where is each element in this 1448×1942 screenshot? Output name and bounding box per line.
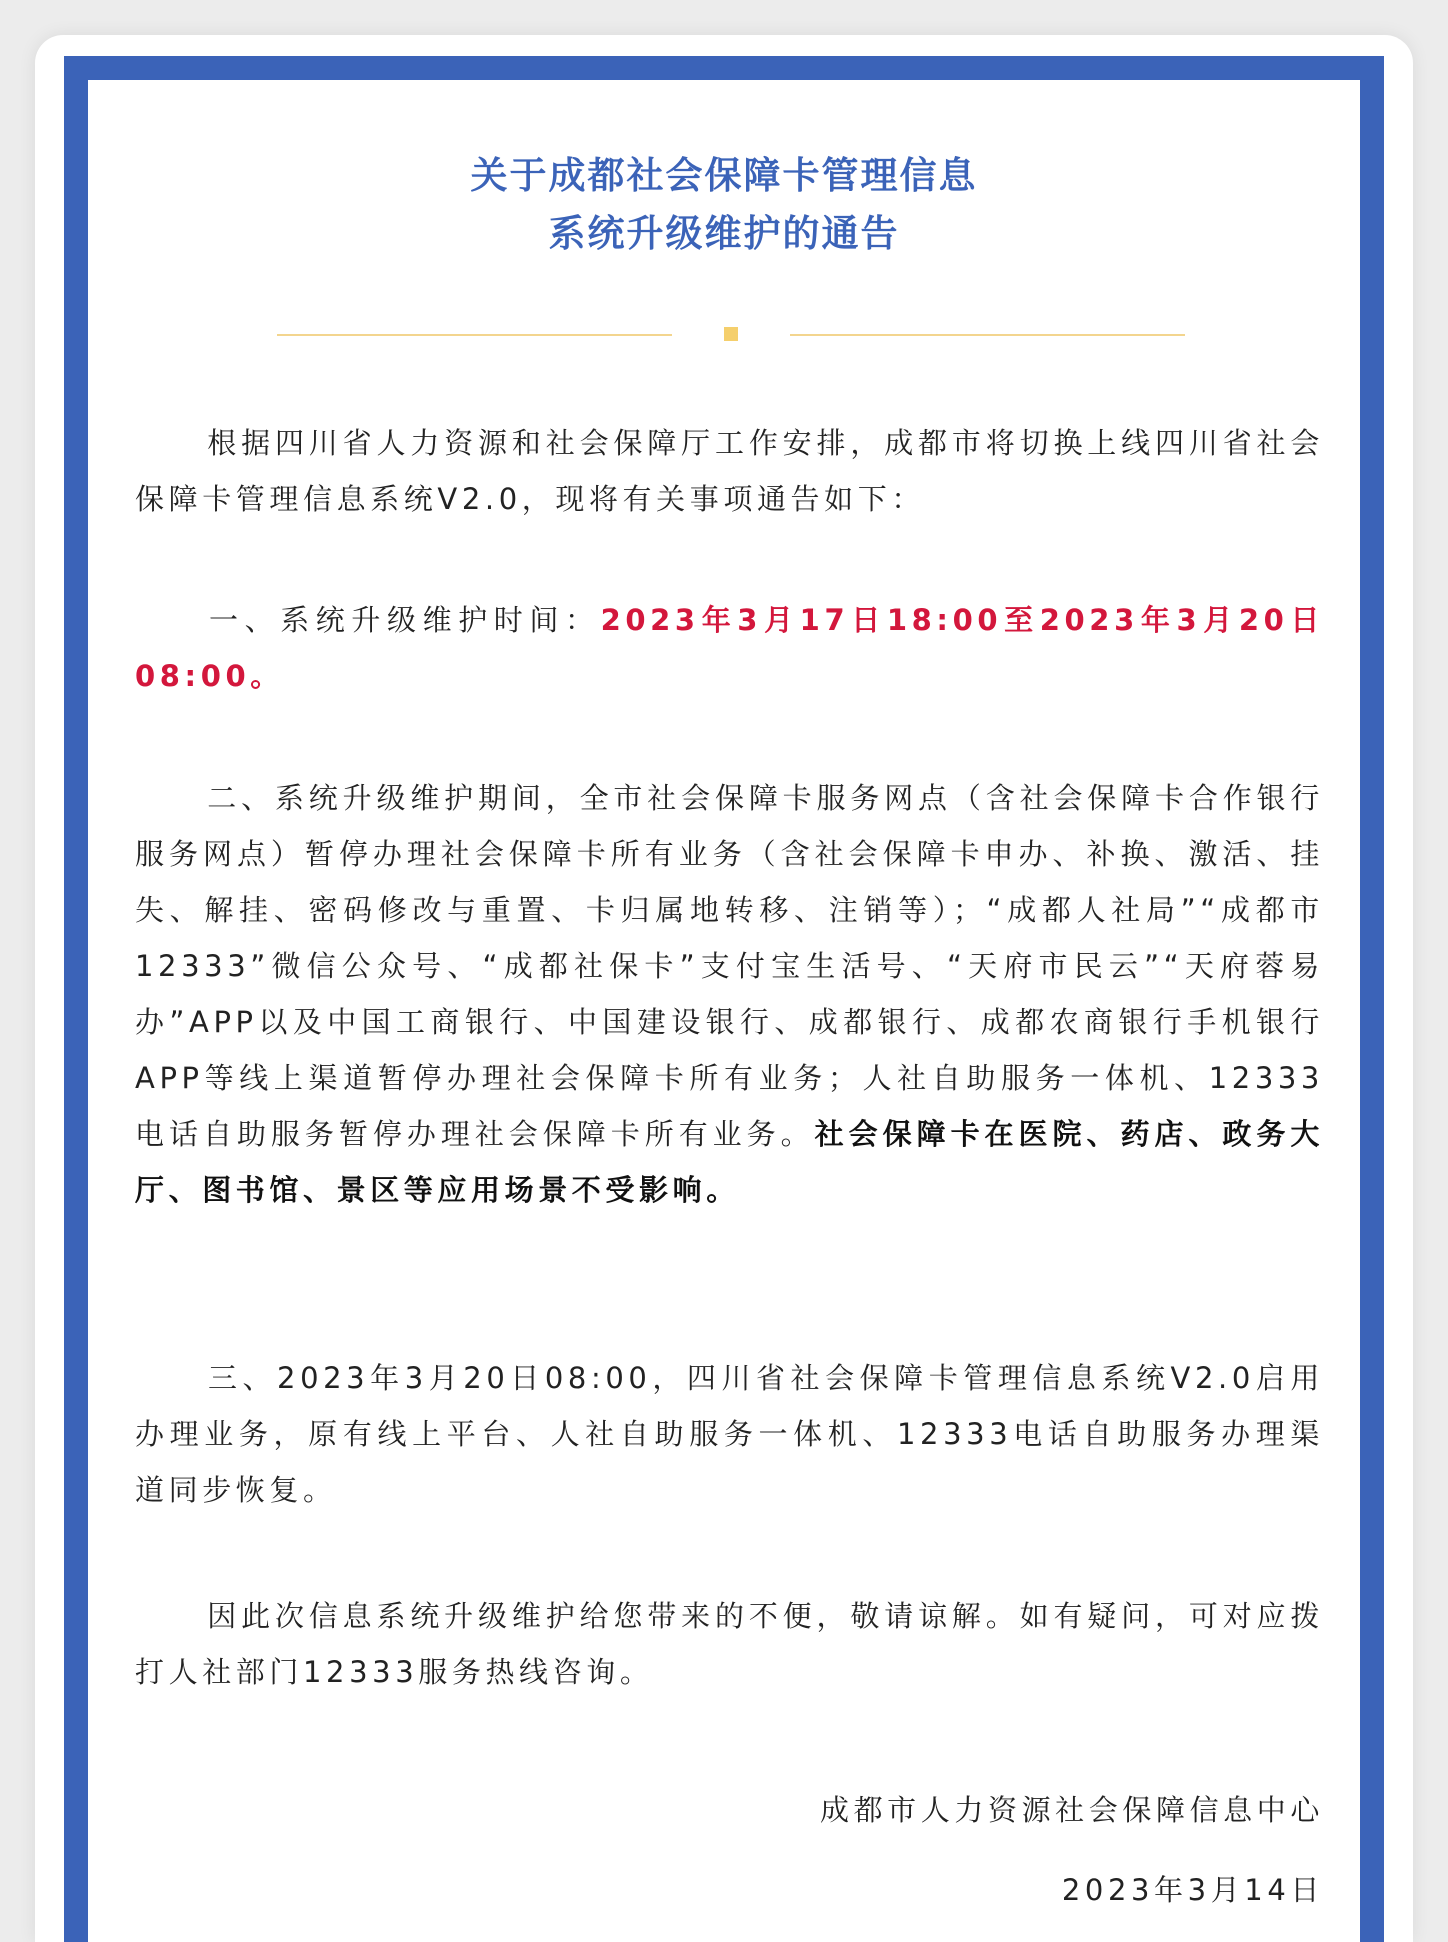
paragraph-item2 [135, 770, 1324, 1218]
paragraph-closing [135, 1588, 1324, 1700]
divider-left [277, 334, 672, 336]
signature-date: 2023年3月14日 [1061, 1873, 1324, 1907]
item2-emphasis: 社会保障卡在医院、药店、政务大厅、图书馆、景区等应用场景不受影响。 [135, 1117, 1324, 1207]
closing-text: 因此次信息系统升级维护给您带来的不便，敬请谅解。如有疑问，可对应拨打人社部门12333服务热线咨询。 [135, 1599, 1324, 1689]
item2-text: 二、系统升级维护期间，全市社会保障卡服务网点（含社会保障卡合作银行服务网点）暂停办理社会保障卡所有业务（含社会保障卡申办、补换、激活、挂失、解挂、密码修改与重置、卡归属地转移、注销等）；“成都人社局”“成都市12333”微信公众号、“成都社保卡”支付宝生活号、“天府市民云”“天府蓉易办”APP以及中国工商银行、中国建设银行、成都银行、成都农商银行手机银行APP等线上渠道暂停办理社会保障卡所有业务；人社自助服务一体机、12333电话自助服务暂停办理社会保障卡所有业务。 [135, 781, 1324, 1151]
item1-prefix: 一、系统升级维护时间： [207, 603, 601, 637]
paragraph-intro [135, 415, 1324, 527]
paragraph-item3 [135, 1350, 1324, 1518]
intro-text: 根据四川省人力资源和社会保障厅工作安排，成都市将切换上线四川省社会保障卡管理信息系统V2.0，现将有关事项通告如下： [135, 426, 1324, 516]
divider-right [790, 334, 1185, 336]
maintenance-time: 2023年3月17日18:00至2023年3月20日08:00。 [135, 603, 1324, 693]
notice-title-line2: 系统升级维护的通告 [548, 212, 900, 255]
notice-title-line1: 关于成都社会保障卡管理信息 [470, 154, 978, 197]
signature-org: 成都市人力资源社会保障信息中心 [819, 1793, 1324, 1827]
paragraph-item1 [135, 592, 1324, 704]
item3-text: 三、2023年3月20日08:00，四川省社会保障卡管理信息系统V2.0启用办理业务，原有线上平台、人社自助服务一体机、12333电话自助服务办理渠道同步恢复。 [135, 1361, 1324, 1507]
divider-dot [724, 327, 738, 341]
